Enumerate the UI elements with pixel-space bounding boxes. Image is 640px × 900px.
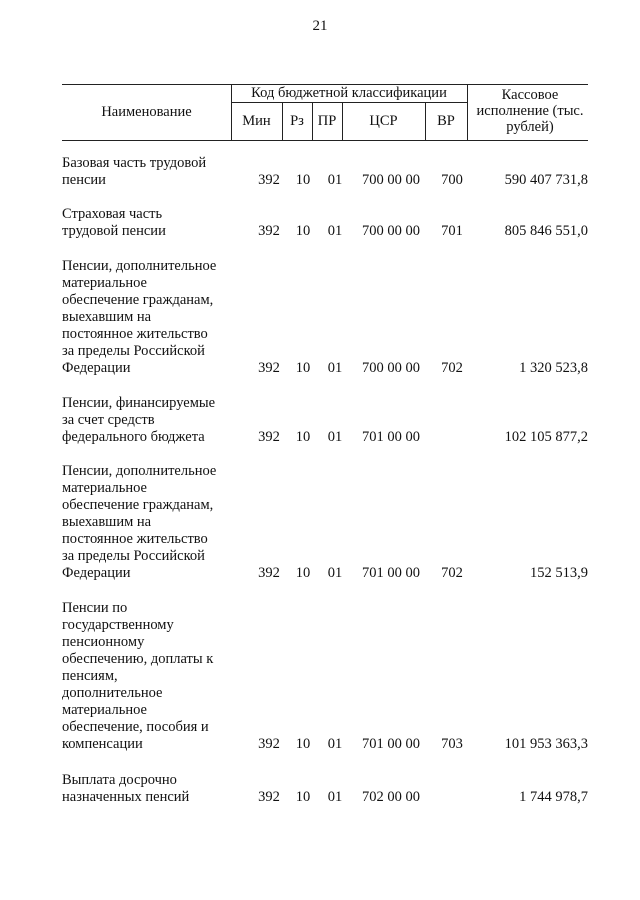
- row-rz: 10: [295, 565, 311, 581]
- row-name: Выплата досрочно назначенных пенсий: [62, 772, 190, 805]
- row-min: 392: [258, 429, 280, 445]
- row-name: Пенсии по государственному пенсионному обеспечению, доплаты к пенсиям, дополнительное материальное обеспечение, пособия и компенсации: [62, 600, 214, 752]
- row-pr: 01: [327, 429, 343, 445]
- row-name: Базовая часть трудовой пенсии: [62, 155, 207, 188]
- row-csr: 700 00 00: [362, 172, 420, 188]
- header-csr: ЦСР: [369, 113, 398, 129]
- row-amount: 590 407 731,8: [504, 172, 588, 188]
- row-name: Страховая часть трудовой пенсии: [62, 206, 166, 239]
- row-vr: 703: [441, 736, 463, 752]
- table-header: [62, 84, 588, 141]
- row-vr: 702: [441, 360, 463, 376]
- row-vr: 701: [441, 223, 463, 239]
- row-rz: 10: [295, 736, 311, 752]
- row-pr: 01: [327, 736, 343, 752]
- row-pr: 01: [327, 789, 343, 805]
- row-vr: 700: [441, 172, 463, 188]
- row-csr: 701 00 00: [362, 736, 420, 752]
- row-pr: 01: [327, 223, 343, 239]
- row-amount: 152 513,9: [530, 565, 588, 581]
- table-row: [62, 463, 588, 582]
- table-row: [62, 600, 588, 753]
- header-name: Наименование: [101, 104, 192, 120]
- row-rz: 10: [295, 223, 311, 239]
- row-csr: 701 00 00: [362, 429, 420, 445]
- row-csr: 700 00 00: [362, 223, 420, 239]
- row-pr: 01: [327, 565, 343, 581]
- row-min: 392: [258, 360, 280, 376]
- row-amount: 805 846 551,0: [504, 223, 588, 239]
- header-code-group: Код бюджетной классификации: [251, 85, 447, 101]
- row-amount: 1 744 978,7: [519, 789, 588, 805]
- row-rz: 10: [295, 789, 311, 805]
- row-name: Пенсии, дополнительное материальное обеспечение гражданам, выехавшим на постоянное жительство за пределы Российской Федерации: [62, 258, 217, 376]
- header-vr: ВР: [437, 113, 455, 129]
- header-pr: ПР: [317, 113, 337, 129]
- row-min: 392: [258, 223, 280, 239]
- row-rz: 10: [295, 360, 311, 376]
- row-csr: 701 00 00: [362, 565, 420, 581]
- page-number: 21: [312, 18, 328, 34]
- row-pr: 01: [327, 360, 343, 376]
- header-min: Мин: [242, 113, 271, 129]
- header-rz: Рз: [290, 113, 304, 129]
- row-vr: 702: [441, 565, 463, 581]
- row-name: Пенсии, финансируемые за счет средств федерального бюджета: [62, 395, 216, 445]
- table-row: [62, 155, 588, 189]
- row-rz: 10: [295, 429, 311, 445]
- row-rz: 10: [295, 172, 311, 188]
- row-min: 392: [258, 172, 280, 188]
- table-row: [62, 395, 588, 446]
- row-min: 392: [258, 789, 280, 805]
- row-amount: 102 105 877,2: [504, 429, 588, 445]
- row-pr: 01: [327, 172, 343, 188]
- table-row: [62, 206, 588, 240]
- header-amount: Кассовое исполнение (тыс. рублей): [476, 87, 584, 135]
- row-amount: 1 320 523,8: [519, 360, 588, 376]
- table-row: [62, 772, 588, 806]
- row-amount: 101 953 363,3: [504, 736, 588, 752]
- divider: [231, 102, 467, 103]
- row-min: 392: [258, 565, 280, 581]
- row-csr: 700 00 00: [362, 360, 420, 376]
- row-name: Пенсии, дополнительное материальное обеспечение гражданам, выехавшим на постоянное жительство за пределы Российской Федерации: [62, 463, 217, 581]
- divider: [467, 85, 468, 140]
- row-csr: 702 00 00: [362, 789, 420, 805]
- table-row: [62, 258, 588, 377]
- row-min: 392: [258, 736, 280, 752]
